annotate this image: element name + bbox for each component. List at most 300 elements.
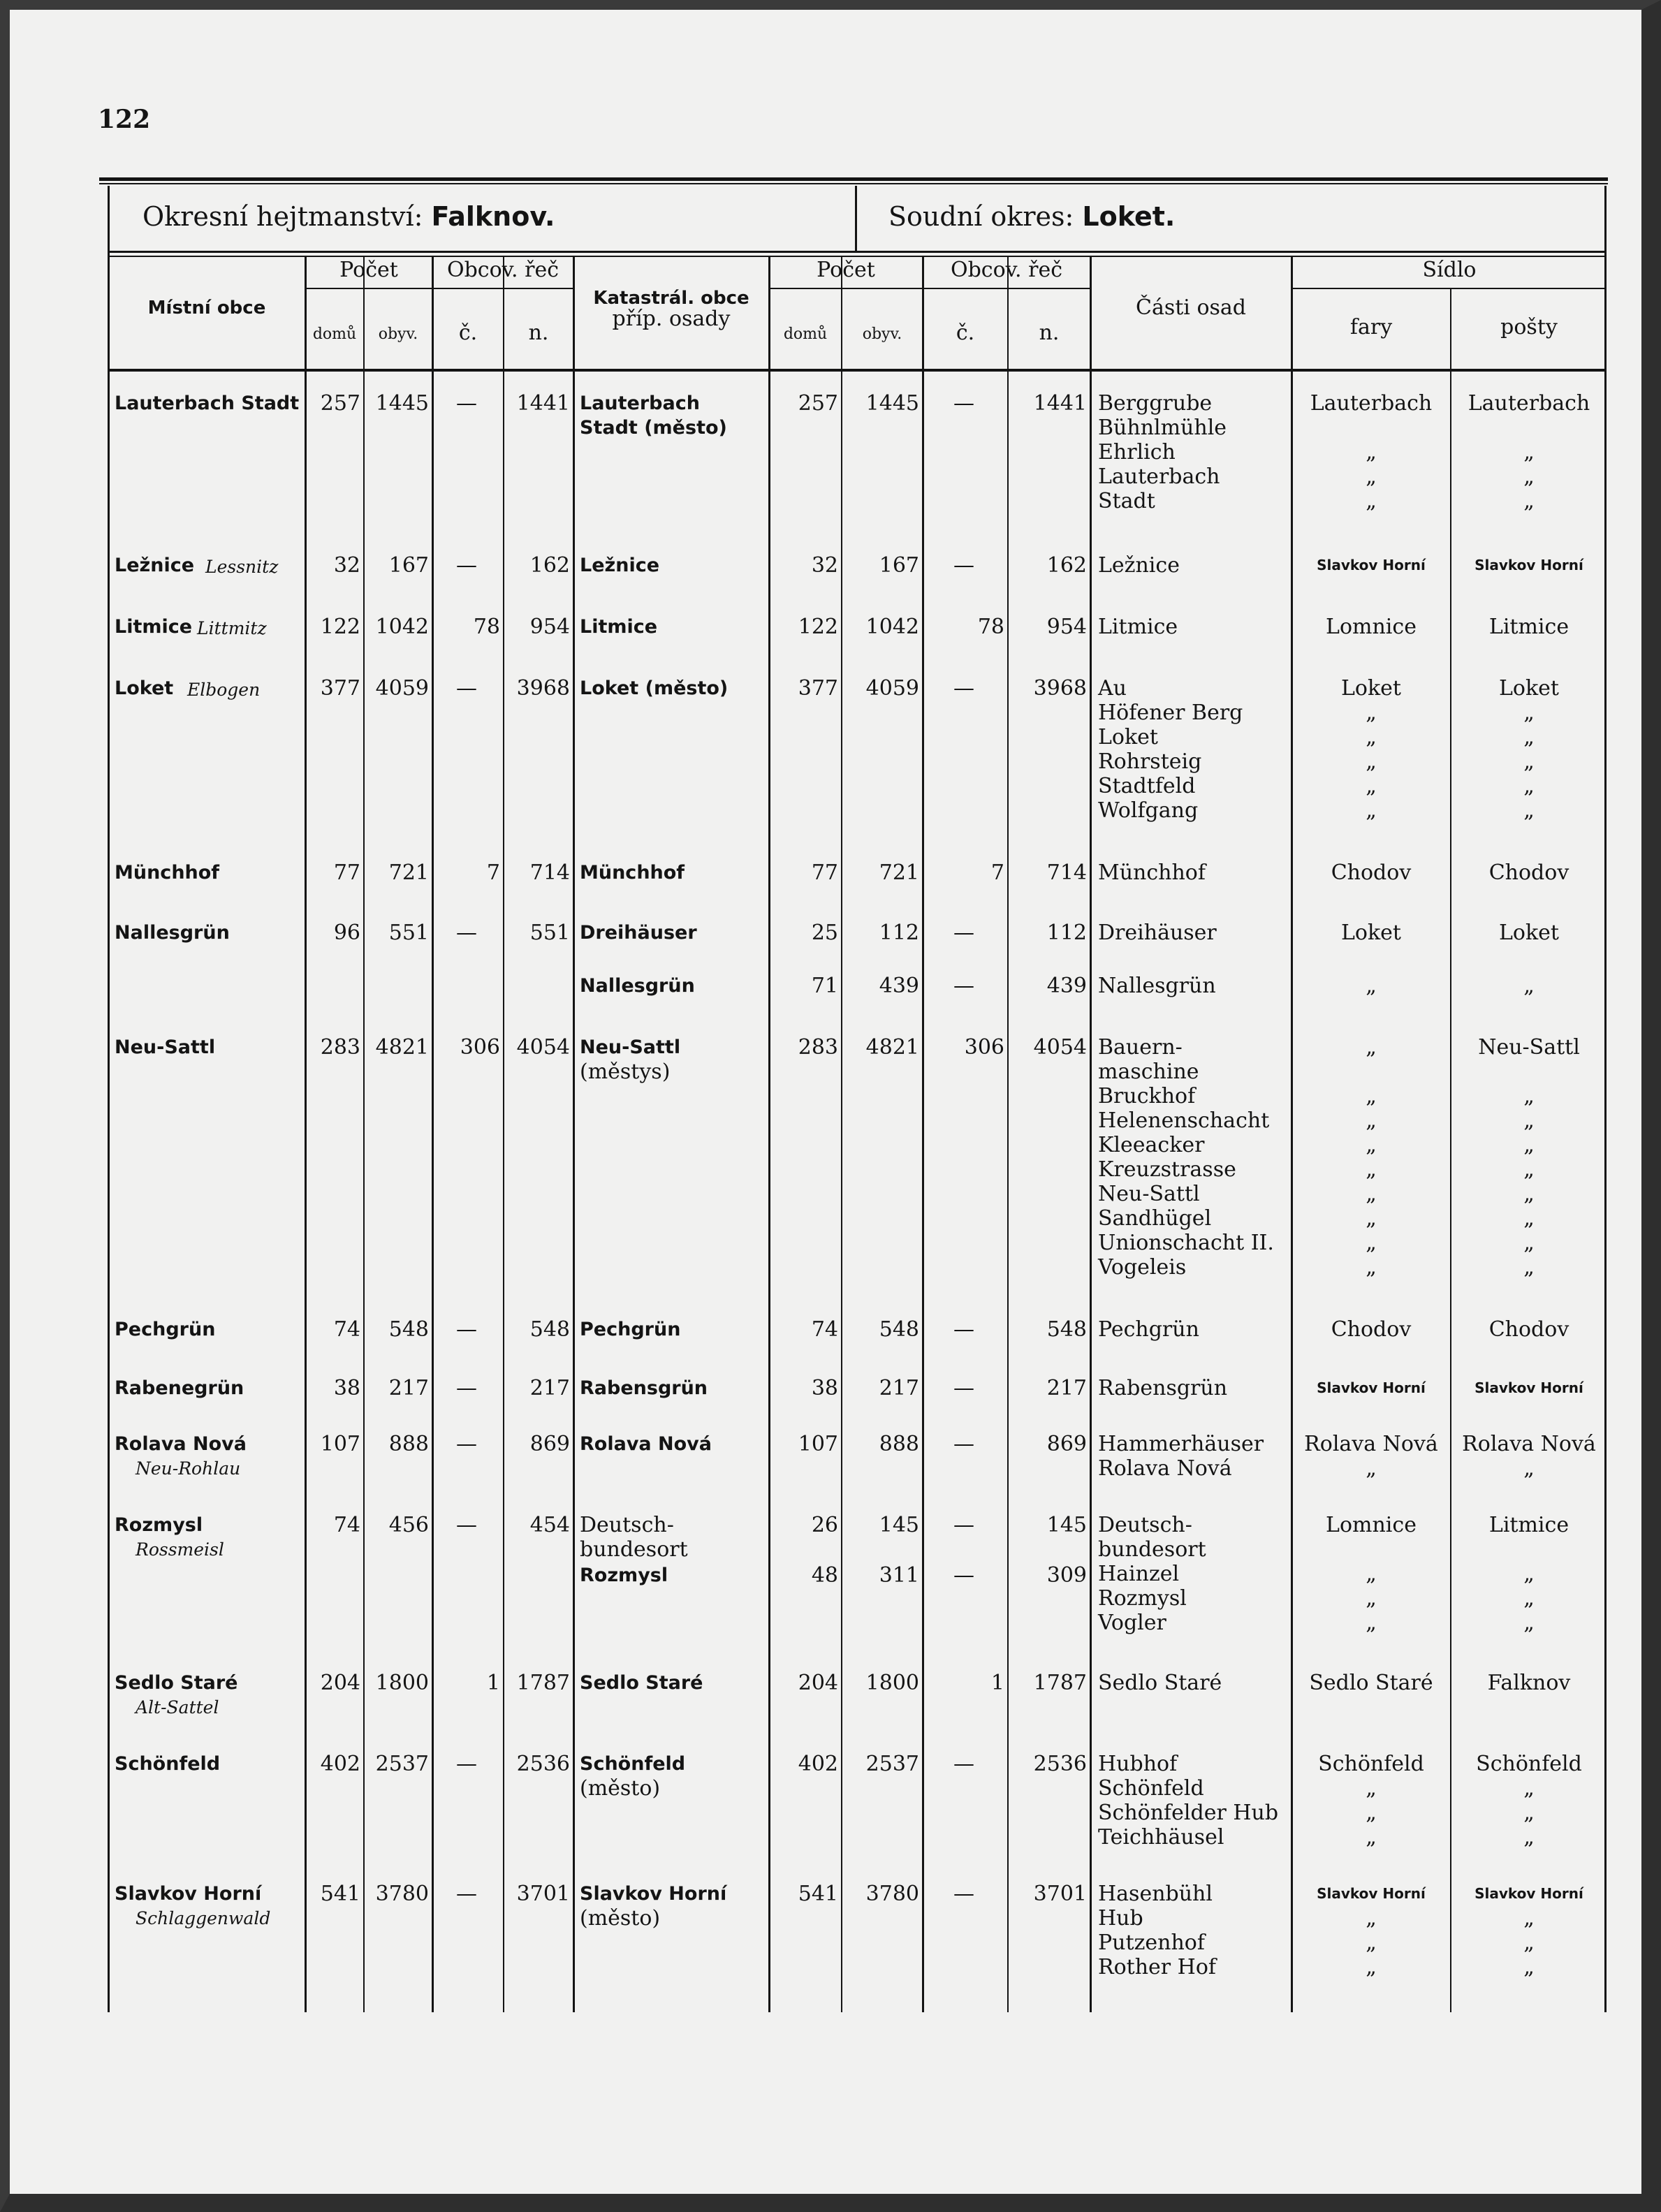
parish-seat: „ bbox=[1366, 489, 1377, 513]
settlement-part: Vogler bbox=[1098, 1611, 1166, 1635]
settlement-part: Hammerhäuser bbox=[1098, 1432, 1264, 1456]
cadastral-name: Sedlo Staré bbox=[580, 1672, 703, 1694]
cell-kd: 48 bbox=[811, 1563, 838, 1588]
settlement-part: Rozmysl bbox=[1098, 1586, 1187, 1611]
cell-domu: 38 bbox=[333, 1376, 360, 1400]
cell-domu: 402 bbox=[320, 1752, 360, 1776]
parish-seat: Slavkov Horní bbox=[1317, 1885, 1426, 1902]
cell-ko: 1042 bbox=[865, 615, 919, 639]
cell-kn: 714 bbox=[1046, 860, 1087, 885]
settlement-part: Wolfgang bbox=[1098, 798, 1199, 823]
municipality-alt-name: Littmitz bbox=[197, 618, 267, 638]
cadastral-name: Litmice bbox=[580, 616, 658, 638]
post-office-seat: Neu-Sattl bbox=[1478, 1035, 1580, 1060]
post-office-seat: Slavkov Horní bbox=[1475, 557, 1583, 573]
cadastral-name: (město) bbox=[580, 1776, 661, 1801]
parish-seat: „ bbox=[1366, 1084, 1377, 1108]
district-name: Falknov. bbox=[431, 201, 555, 232]
cell-kn: 217 bbox=[1046, 1376, 1087, 1400]
cell-n: 954 bbox=[529, 615, 570, 639]
settlement-part: Bühnlmühle bbox=[1098, 416, 1227, 440]
cell-c: — bbox=[456, 1882, 477, 1906]
municipality-alt-name: Elbogen bbox=[187, 680, 261, 700]
cell-kn: 4054 bbox=[1033, 1035, 1087, 1060]
post-office-seat: Loket bbox=[1499, 676, 1559, 701]
settlement-part: Hubhof bbox=[1098, 1752, 1178, 1776]
cell-kc: — bbox=[953, 1376, 974, 1400]
cell-kd: 107 bbox=[798, 1432, 838, 1456]
district-cell bbox=[142, 201, 555, 232]
cell-kc: — bbox=[953, 921, 974, 945]
post-office-seat: „ bbox=[1523, 798, 1535, 823]
parish-seat: Lauterbach bbox=[1310, 391, 1433, 416]
cell-kd: 26 bbox=[811, 1513, 838, 1537]
post-office-seat: Falknov bbox=[1487, 1671, 1571, 1695]
parish-seat: „ bbox=[1366, 1931, 1377, 1955]
municipality-name: Rolava Nová bbox=[115, 1433, 247, 1455]
cell-domu: 77 bbox=[333, 860, 360, 885]
header-n: n. bbox=[528, 321, 549, 345]
settlement-part: Loket bbox=[1098, 725, 1158, 749]
cell-kc: — bbox=[953, 553, 974, 578]
parish-seat: Chodov bbox=[1331, 1317, 1412, 1342]
settlement-part: Nallesgrün bbox=[1098, 974, 1216, 998]
cell-kn: 1441 bbox=[1033, 391, 1087, 416]
municipality-alt-name: Neu-Rohlau bbox=[136, 1458, 241, 1479]
post-office-seat: „ bbox=[1523, 1456, 1535, 1481]
parish-seat: „ bbox=[1366, 1801, 1377, 1825]
cell-n: 548 bbox=[529, 1317, 570, 1342]
cell-kd: 541 bbox=[798, 1882, 838, 1906]
cell-n: 2536 bbox=[516, 1752, 570, 1776]
cell-kc: 1 bbox=[990, 1671, 1004, 1695]
cell-kc: 78 bbox=[977, 615, 1004, 639]
cadastral-name: Stadt (město) bbox=[580, 417, 727, 439]
cell-n: 3701 bbox=[516, 1882, 570, 1906]
cell-n: 162 bbox=[529, 553, 570, 578]
municipality-name: Schönfeld bbox=[115, 1753, 221, 1775]
post-office-seat: Chodov bbox=[1488, 1317, 1569, 1342]
cadastral-name: Deutsch- bbox=[580, 1513, 674, 1537]
cell-ko: 1445 bbox=[865, 391, 919, 416]
settlement-part: Schönfeld bbox=[1098, 1776, 1204, 1801]
post-office-seat: „ bbox=[1523, 440, 1535, 464]
parish-seat: „ bbox=[1366, 1133, 1377, 1157]
cadastral-name: Ležnice bbox=[580, 555, 660, 576]
municipality-name: Rabenegrün bbox=[115, 1377, 244, 1399]
post-office-seat: „ bbox=[1523, 1206, 1535, 1231]
cell-domu: 74 bbox=[333, 1317, 360, 1342]
cell-kd: 25 bbox=[811, 921, 838, 945]
cell-obyv: 1042 bbox=[375, 615, 429, 639]
parish-seat: „ bbox=[1366, 440, 1377, 464]
settlement-part: Rohrsteig bbox=[1098, 749, 1202, 774]
cell-c: — bbox=[456, 553, 477, 578]
settlement-part: maschine bbox=[1098, 1060, 1199, 1084]
col-line bbox=[1007, 256, 1009, 2012]
settlement-part: Kleeacker bbox=[1098, 1133, 1205, 1157]
cell-ko: 311 bbox=[879, 1563, 919, 1588]
cell-domu: 377 bbox=[320, 676, 360, 701]
post-office-seat: Litmice bbox=[1488, 615, 1569, 639]
district-label: Okresní hejtmanství: bbox=[142, 201, 423, 232]
cadastral-name: Rabensgrün bbox=[580, 1377, 708, 1399]
cell-obyv: 4821 bbox=[375, 1035, 429, 1060]
cell-obyv: 167 bbox=[388, 553, 429, 578]
col-line bbox=[922, 256, 924, 2012]
post-office-seat: „ bbox=[1523, 774, 1535, 798]
parish-seat: „ bbox=[1366, 974, 1377, 998]
municipality-alt-name: Lessnitz bbox=[205, 557, 279, 577]
cadastral-name: Schönfeld bbox=[580, 1753, 686, 1775]
header-top-rule bbox=[108, 256, 1607, 257]
cell-obyv: 456 bbox=[388, 1513, 429, 1537]
top-rule bbox=[99, 177, 1608, 181]
cell-n: 454 bbox=[529, 1513, 570, 1537]
cell-ko: 217 bbox=[879, 1376, 919, 1400]
cell-obyv: 721 bbox=[388, 860, 429, 885]
cell-obyv: 4059 bbox=[375, 676, 429, 701]
cell-ko: 145 bbox=[879, 1513, 919, 1537]
col-line bbox=[573, 256, 575, 2012]
cell-kc: — bbox=[953, 676, 974, 701]
cell-kc: — bbox=[953, 1882, 974, 1906]
parish-seat: „ bbox=[1366, 1906, 1377, 1931]
cell-kd: 74 bbox=[811, 1317, 838, 1342]
cell-n: 869 bbox=[529, 1432, 570, 1456]
cell-kc: — bbox=[953, 1432, 974, 1456]
header-obyv-2: obyv. bbox=[862, 325, 902, 343]
header-obcov-rec: Obcov. řeč bbox=[446, 258, 559, 282]
header-mistni-obce: Místní obce bbox=[147, 298, 266, 318]
parish-seat: „ bbox=[1366, 1035, 1377, 1060]
cell-domu: 32 bbox=[333, 553, 360, 578]
settlement-part: Sedlo Staré bbox=[1098, 1671, 1222, 1695]
settlement-part: Neu-Sattl bbox=[1098, 1182, 1200, 1206]
header-c-2: č. bbox=[956, 321, 975, 345]
cell-domu: 204 bbox=[320, 1671, 360, 1695]
cell-ko: 3780 bbox=[865, 1882, 919, 1906]
parish-seat: „ bbox=[1366, 725, 1377, 749]
col-line bbox=[305, 256, 307, 2012]
cell-c: 78 bbox=[473, 615, 500, 639]
cell-kd: 402 bbox=[798, 1752, 838, 1776]
post-office-seat: „ bbox=[1523, 1586, 1535, 1611]
post-office-seat: „ bbox=[1523, 1133, 1535, 1157]
cell-n: 3968 bbox=[516, 676, 570, 701]
cell-kn: 548 bbox=[1046, 1317, 1087, 1342]
cell-c: 1 bbox=[486, 1671, 500, 1695]
post-office-seat: Rolava Nová bbox=[1462, 1432, 1596, 1456]
cell-kc: — bbox=[953, 974, 974, 998]
header-domu: domů bbox=[312, 325, 357, 343]
cell-n: 714 bbox=[529, 860, 570, 885]
parish-seat: Loket bbox=[1341, 676, 1401, 701]
municipality-alt-name: Schlaggenwald bbox=[136, 1908, 271, 1928]
cell-domu: 541 bbox=[320, 1882, 360, 1906]
header-casti-osad: Části osad bbox=[1136, 295, 1246, 320]
cell-ko: 167 bbox=[879, 553, 919, 578]
parish-seat: „ bbox=[1366, 1182, 1377, 1206]
settlement-part: Teichhäusel bbox=[1098, 1825, 1224, 1850]
cell-ko: 888 bbox=[879, 1432, 919, 1456]
post-office-seat: „ bbox=[1523, 1108, 1535, 1133]
cell-n: 1441 bbox=[516, 391, 570, 416]
cadastral-name: Pechgrün bbox=[580, 1319, 681, 1340]
post-office-seat: „ bbox=[1523, 1157, 1535, 1182]
cell-kc: — bbox=[953, 1752, 974, 1776]
cell-kc: 306 bbox=[964, 1035, 1004, 1060]
header-obyv: obyv. bbox=[378, 325, 418, 343]
cell-kd: 377 bbox=[798, 676, 838, 701]
municipality-name: Litmice bbox=[115, 616, 193, 638]
cell-ko: 548 bbox=[879, 1317, 919, 1342]
settlement-part: Rolava Nová bbox=[1098, 1456, 1232, 1481]
municipality-name: Rozmysl bbox=[115, 1514, 203, 1536]
parish-seat: „ bbox=[1366, 1108, 1377, 1133]
cell-kc: — bbox=[953, 1317, 974, 1342]
settlement-part: Rother Hof bbox=[1098, 1955, 1216, 1979]
parish-seat: „ bbox=[1366, 1562, 1377, 1586]
parish-seat: „ bbox=[1366, 1157, 1377, 1182]
cell-ko: 721 bbox=[879, 860, 919, 885]
cell-kd: 257 bbox=[798, 391, 838, 416]
settlement-part: Hasenbühl bbox=[1098, 1882, 1213, 1906]
parish-seat: „ bbox=[1366, 1776, 1377, 1801]
cell-kd: 204 bbox=[798, 1671, 838, 1695]
municipality-name: Nallesgrün bbox=[115, 922, 230, 944]
cell-kc: — bbox=[953, 1563, 974, 1588]
municipality-alt-name: Alt-Sattel bbox=[136, 1697, 219, 1717]
post-office-seat: Schönfeld bbox=[1476, 1752, 1582, 1776]
cell-obyv: 551 bbox=[388, 921, 429, 945]
settlement-part: Rabensgrün bbox=[1098, 1376, 1228, 1400]
municipality-name: Slavkov Horní bbox=[115, 1883, 262, 1905]
settlement-part: Putzenhof bbox=[1098, 1931, 1205, 1955]
header-c: č. bbox=[458, 321, 478, 345]
header-bottom-rule bbox=[108, 369, 1607, 372]
cadastral-name: Dreihäuser bbox=[580, 922, 697, 944]
settlement-part: Unionschacht II. bbox=[1098, 1231, 1274, 1255]
municipality-name: Sedlo Staré bbox=[115, 1672, 238, 1694]
cadastral-name: (městys) bbox=[580, 1060, 671, 1084]
cadastral-name: Rolava Nová bbox=[580, 1433, 712, 1455]
cell-kn: 1787 bbox=[1033, 1671, 1087, 1695]
col-line bbox=[768, 256, 770, 2012]
header-katastr-2: příp. osady bbox=[612, 307, 731, 331]
post-office-seat: „ bbox=[1523, 1776, 1535, 1801]
cell-obyv: 217 bbox=[388, 1376, 429, 1400]
cell-obyv: 2537 bbox=[375, 1752, 429, 1776]
cadastral-name: Loket (město) bbox=[580, 677, 729, 699]
parish-seat: Chodov bbox=[1331, 860, 1412, 885]
cell-domu: 283 bbox=[320, 1035, 360, 1060]
parish-seat: „ bbox=[1366, 774, 1377, 798]
settlement-part: Hub bbox=[1098, 1906, 1143, 1931]
cadastral-name: Münchhof bbox=[580, 862, 685, 884]
cell-c: — bbox=[456, 391, 477, 416]
cell-domu: 257 bbox=[320, 391, 360, 416]
parish-seat: Sedlo Staré bbox=[1309, 1671, 1433, 1695]
cell-n: 4054 bbox=[516, 1035, 570, 1060]
cell-domu: 122 bbox=[320, 615, 360, 639]
cell-n: 217 bbox=[529, 1376, 570, 1400]
col-line bbox=[363, 256, 365, 2012]
parish-seat: „ bbox=[1366, 701, 1377, 725]
cell-domu: 96 bbox=[333, 921, 360, 945]
post-office-seat: „ bbox=[1523, 1825, 1535, 1850]
header-pocet: Počet bbox=[339, 258, 398, 282]
post-office-seat: „ bbox=[1523, 725, 1535, 749]
cell-obyv: 1800 bbox=[375, 1671, 429, 1695]
post-office-seat: „ bbox=[1523, 1931, 1535, 1955]
cell-c: — bbox=[456, 676, 477, 701]
settlement-part: Au bbox=[1098, 676, 1127, 701]
municipality-name: Pechgrün bbox=[115, 1319, 216, 1340]
settlement-part: Helenenschacht bbox=[1098, 1108, 1270, 1133]
settlement-part: Bruckhof bbox=[1098, 1084, 1196, 1108]
settlement-part: Bauern- bbox=[1098, 1035, 1183, 1060]
cell-ko: 4059 bbox=[865, 676, 919, 701]
cell-kd: 77 bbox=[811, 860, 838, 885]
settlement-part: Hainzel bbox=[1098, 1562, 1180, 1586]
cadastral-name: Rozmysl bbox=[580, 1565, 668, 1586]
parish-seat: „ bbox=[1366, 464, 1377, 489]
parish-seat: Slavkov Horní bbox=[1317, 1379, 1426, 1396]
cell-kn: 3968 bbox=[1033, 676, 1087, 701]
cell-kd: 283 bbox=[798, 1035, 838, 1060]
post-office-seat: „ bbox=[1523, 1182, 1535, 1206]
district-bar bbox=[108, 186, 1607, 253]
cell-kd: 122 bbox=[798, 615, 838, 639]
settlement-part: Pechgrün bbox=[1098, 1317, 1199, 1342]
settlement-part: Münchhof bbox=[1098, 860, 1206, 885]
cell-kc: — bbox=[953, 1513, 974, 1537]
post-office-seat: Lauterbach bbox=[1468, 391, 1590, 416]
top-rule-thin bbox=[99, 183, 1608, 184]
post-office-seat: „ bbox=[1523, 749, 1535, 774]
cell-n: 551 bbox=[529, 921, 570, 945]
parish-seat: Schönfeld bbox=[1318, 1752, 1424, 1776]
court-cell bbox=[888, 201, 1175, 232]
settlement-part: Höfener Berg bbox=[1098, 701, 1243, 725]
post-office-seat: „ bbox=[1523, 1955, 1535, 1979]
parish-seat: Rolava Nová bbox=[1304, 1432, 1438, 1456]
header-pocet-2: Počet bbox=[817, 258, 875, 282]
settlement-part: Stadtfeld bbox=[1098, 774, 1196, 798]
cell-kn: 145 bbox=[1046, 1513, 1087, 1537]
cell-ko: 2537 bbox=[865, 1752, 919, 1776]
post-office-seat: Loket bbox=[1499, 921, 1559, 945]
cell-kc: 7 bbox=[990, 860, 1004, 885]
cadastral-name: bundesort bbox=[580, 1537, 688, 1562]
cell-ko: 112 bbox=[879, 921, 919, 945]
settlement-part: Deutsch- bbox=[1098, 1513, 1192, 1537]
cell-obyv: 888 bbox=[388, 1432, 429, 1456]
settlement-part: Vogeleis bbox=[1098, 1255, 1187, 1280]
parish-seat: „ bbox=[1366, 798, 1377, 823]
municipality-name: Münchhof bbox=[115, 862, 220, 884]
settlement-part: Stadt bbox=[1098, 489, 1155, 513]
court-label: Soudní okres: bbox=[888, 201, 1074, 232]
cell-kc: — bbox=[953, 391, 974, 416]
post-office-seat: „ bbox=[1523, 464, 1535, 489]
post-office-seat: „ bbox=[1523, 489, 1535, 513]
cell-kn: 954 bbox=[1046, 615, 1087, 639]
header-sub-rule bbox=[305, 288, 573, 289]
post-office-seat: „ bbox=[1523, 701, 1535, 725]
parish-seat: Loket bbox=[1341, 921, 1401, 945]
col-line bbox=[432, 256, 434, 2012]
parish-seat: „ bbox=[1366, 1206, 1377, 1231]
post-office-seat: „ bbox=[1523, 1801, 1535, 1825]
cell-ko: 439 bbox=[879, 974, 919, 998]
post-office-seat: „ bbox=[1523, 1255, 1535, 1280]
page-number: 122 bbox=[98, 105, 151, 134]
municipality-name: Loket bbox=[115, 677, 174, 699]
parish-seat: „ bbox=[1366, 749, 1377, 774]
cell-kd: 38 bbox=[811, 1376, 838, 1400]
post-office-seat: „ bbox=[1523, 974, 1535, 998]
parish-seat: Slavkov Horní bbox=[1317, 557, 1426, 573]
cadastral-name: Lauterbach bbox=[580, 393, 700, 414]
cell-obyv: 3780 bbox=[375, 1882, 429, 1906]
post-office-seat: „ bbox=[1523, 1611, 1535, 1635]
settlement-part: Kreuzstrasse bbox=[1098, 1157, 1236, 1182]
parish-seat: „ bbox=[1366, 1255, 1377, 1280]
cell-obyv: 548 bbox=[388, 1317, 429, 1342]
parish-seat: Lomnice bbox=[1326, 1513, 1417, 1537]
parish-seat: „ bbox=[1366, 1586, 1377, 1611]
header-n-2: n. bbox=[1039, 321, 1060, 345]
cell-c: — bbox=[456, 1513, 477, 1537]
cell-kn: 2536 bbox=[1033, 1752, 1087, 1776]
cell-c: — bbox=[456, 1317, 477, 1342]
cell-c: — bbox=[456, 921, 477, 945]
cell-domu: 74 bbox=[333, 1513, 360, 1537]
parish-seat: „ bbox=[1366, 1825, 1377, 1850]
header-fary: fary bbox=[1349, 315, 1393, 339]
settlement-part: Berggrube bbox=[1098, 391, 1213, 416]
cell-c: — bbox=[456, 1752, 477, 1776]
cadastral-name: Nallesgrün bbox=[580, 975, 695, 997]
settlement-part: Ležnice bbox=[1098, 553, 1180, 578]
post-office-seat: Litmice bbox=[1488, 1513, 1569, 1537]
municipality-name: Lauterbach Stadt bbox=[115, 393, 300, 414]
court-name: Loket. bbox=[1082, 201, 1176, 232]
col-line bbox=[1090, 256, 1092, 2012]
settlement-part: Sandhügel bbox=[1098, 1206, 1212, 1231]
cell-c: — bbox=[456, 1376, 477, 1400]
settlement-part: Dreihäuser bbox=[1098, 921, 1217, 945]
parish-seat: „ bbox=[1366, 1611, 1377, 1635]
post-office-seat: „ bbox=[1523, 1906, 1535, 1931]
parish-seat: „ bbox=[1366, 1955, 1377, 1979]
cell-kd: 32 bbox=[811, 553, 838, 578]
col-line bbox=[503, 256, 504, 2012]
post-office-seat: Slavkov Horní bbox=[1475, 1379, 1583, 1396]
post-office-seat: „ bbox=[1523, 1562, 1535, 1586]
cell-c: 306 bbox=[460, 1035, 500, 1060]
cell-kn: 869 bbox=[1046, 1432, 1087, 1456]
cadastral-name: Neu-Sattl bbox=[580, 1037, 681, 1058]
header-sub-rule bbox=[1291, 288, 1607, 289]
header-sub-rule bbox=[768, 288, 1090, 289]
district-divider bbox=[855, 186, 857, 253]
cell-ko: 4821 bbox=[865, 1035, 919, 1060]
header-sidlo: Sídlo bbox=[1422, 258, 1477, 282]
cell-domu: 107 bbox=[320, 1432, 360, 1456]
